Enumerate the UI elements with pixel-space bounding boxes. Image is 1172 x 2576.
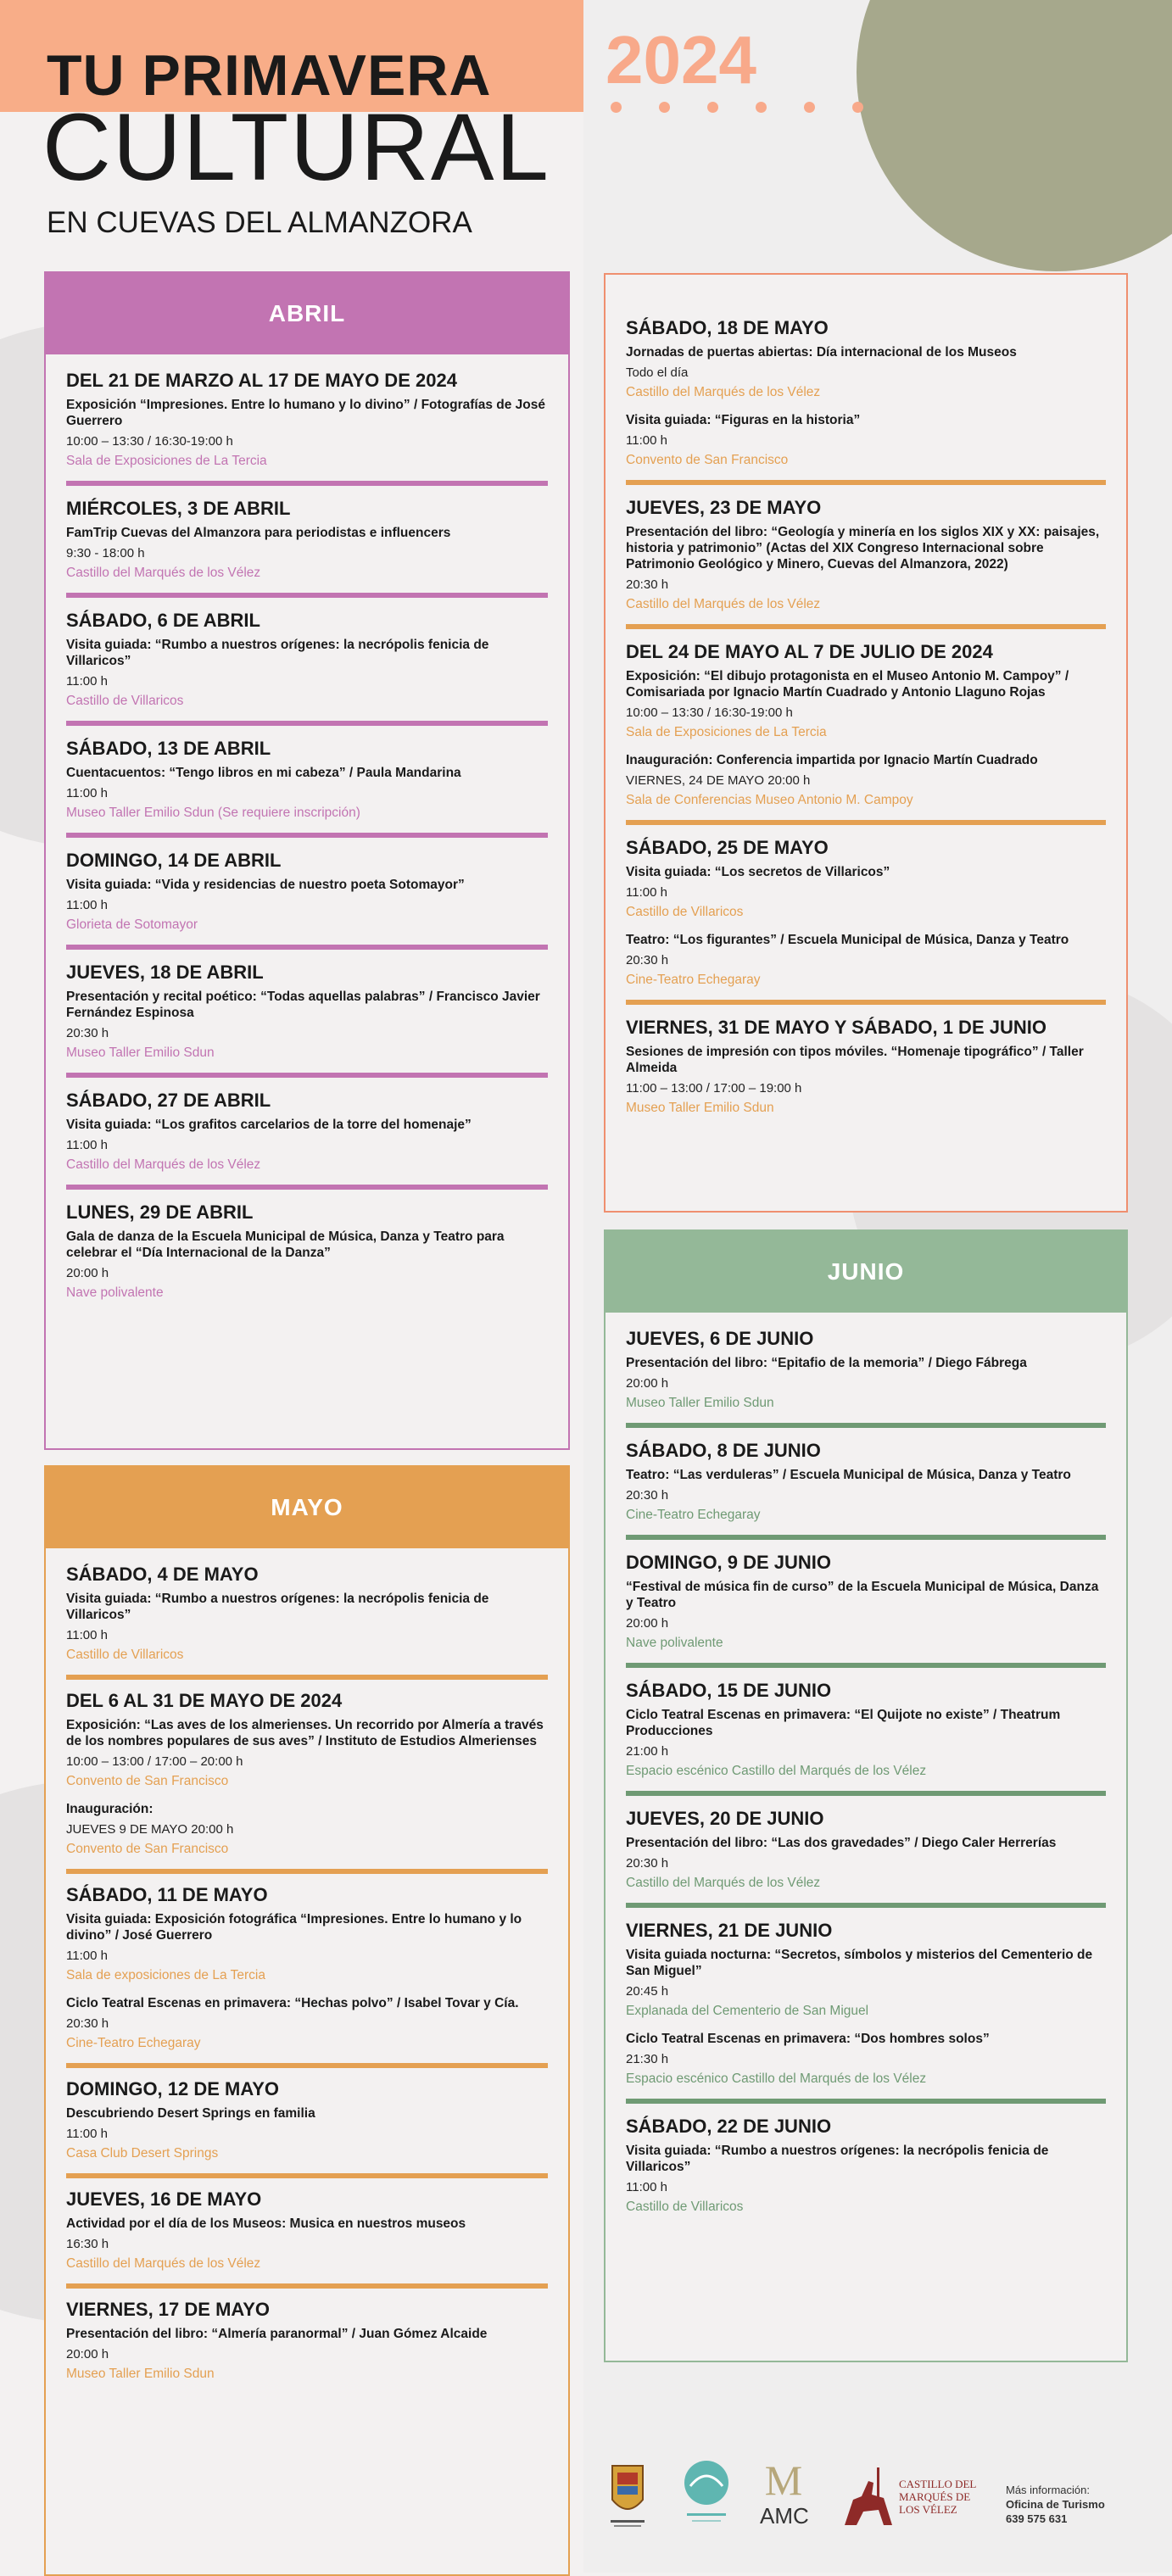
event-date: DOMINGO, 14 DE ABRIL: [66, 850, 282, 871]
event-time: 11:00 h: [66, 1949, 108, 1963]
event-time: 11:00 – 13:00 / 17:00 – 19:00 h: [626, 1081, 802, 1096]
event-date: LUNES, 29 DE ABRIL: [66, 1202, 254, 1223]
event-time: 11:00 h: [66, 786, 108, 800]
event-time-secondary: JUEVES 9 DE MAYO 20:00 h: [66, 1822, 234, 1837]
event-place: Castillo del Marqués de los Vélez: [626, 597, 821, 611]
event-time-secondary: 20:30 h: [626, 953, 669, 967]
event-title: FamTrip Cuevas del Almanzora para periodistas e influencers: [66, 526, 451, 540]
event-place-secondary: Convento de San Francisco: [626, 453, 789, 467]
info-office: Oficina de Turismo: [1006, 2498, 1105, 2511]
event-item: [46, 2178, 568, 2272]
event-time-secondary: 11:00 h: [626, 433, 667, 448]
event-place: Castillo del Marqués de los Vélez: [626, 385, 821, 399]
event-date: VIERNES, 17 DE MAYO: [66, 2299, 271, 2320]
junio-header: JUNIO: [606, 1231, 1126, 1313]
event-date: DEL 6 AL 31 DE MAYO DE 2024: [66, 1690, 343, 1711]
event-item: [46, 354, 568, 469]
event-item: [606, 2104, 1126, 2215]
ayuntamiento-shield-logo: [607, 2457, 648, 2532]
event-time-secondary: VIERNES, 24 DE MAYO 20:00 h: [626, 773, 811, 788]
event-place: Cine-Teatro Echegaray: [626, 1508, 761, 1522]
mayo-continued-section: [604, 273, 1128, 1213]
event-title: Cuentacuentos: “Tengo libros en mi cabeza” / Paula Mandarina: [66, 766, 461, 780]
event-item: [606, 1313, 1126, 1411]
event-date: SÁBADO, 27 DE ABRIL: [66, 1090, 271, 1111]
event-date: JUEVES, 18 DE ABRIL: [66, 962, 264, 983]
event-time: 11:00 h: [66, 1138, 108, 1152]
event-item: [46, 1874, 568, 2051]
event-title: Jornadas de puertas abiertas: Día internacional de los Museos: [626, 345, 1017, 360]
event-date: DOMINGO, 9 DE JUNIO: [626, 1552, 832, 1573]
event-title: Presentación del libro: “Geología y minería en los siglos XIX y XX: paisajes, historia y patrimonio” (Actas del XIX Congreso Internacional sobre Patrimonio Geológico y Minero, Cuevas del Almanzora, 2022): [626, 525, 1100, 572]
event-title: Presentación del libro: “Almería paranormal” / Juan Gómez Alcaide: [66, 2327, 488, 2341]
event-title: Descubriendo Desert Springs en familia: [66, 2106, 315, 2121]
event-place: Nave polivalente: [626, 1636, 723, 1650]
event-time: 11:00 h: [626, 885, 667, 900]
event-place: Espacio escénico Castillo del Marqués de los Vélez: [626, 1764, 927, 1778]
event-title: Teatro: “Las verduleras” / Escuela Municipal de Música, Danza y Teatro: [626, 1468, 1071, 1482]
event-title: Exposición: “El dibujo protagonista en el Museo Antonio M. Campoy” / Comisariada por Ignacio Martín Cuadrado y Antonio Llaguno Rojas: [626, 669, 1069, 700]
event-place: Castillo de Villaricos: [626, 905, 744, 919]
event-title: Visita guiada: “Los secretos de Villaricos”: [626, 865, 890, 879]
castillo-logo-text: CASTILLO DEL MARQUÉS DE LOS VÉLEZ: [899, 2478, 976, 2516]
event-title: Visita guiada nocturna: “Secretos, símbolos y misterios del Cementerio de San Miguel”: [626, 1948, 1093, 1978]
event-place: Museo Taller Emilio Sdun: [626, 1396, 774, 1410]
event-time: 10:00 – 13:00 / 17:00 – 20:00 h: [66, 1754, 243, 1769]
event-item: [46, 950, 568, 1061]
event-time: 20:30 h: [626, 1856, 669, 1871]
event-date: SÁBADO, 11 DE MAYO: [66, 1884, 268, 1905]
event-item: [46, 2289, 568, 2382]
event-date: SÁBADO, 18 DE MAYO: [626, 317, 829, 338]
event-place: Castillo de Villaricos: [626, 2200, 744, 2214]
event-title: Presentación del libro: “Las dos gravedades” / Diego Caler Herrerías: [626, 1836, 1057, 1850]
mayo-header: MAYO: [46, 1467, 568, 1548]
event-title-secondary: Ciclo Teatral Escenas en primavera: “Dos hombres solos”: [626, 2032, 990, 2046]
event-place-secondary: Espacio escénico Castillo del Marqués de los Vélez: [626, 2071, 927, 2086]
event-date: JUEVES, 23 DE MAYO: [626, 497, 822, 518]
event-date: DEL 24 DE MAYO AL 7 DE JULIO DE 2024: [626, 641, 993, 662]
mayo-continued-event-list: [606, 302, 1126, 1116]
event-item: [46, 1680, 568, 1857]
more-info: [1006, 2483, 1105, 2526]
event-date: VIERNES, 31 DE MAYO Y SÁBADO, 1 DE JUNIO: [626, 1017, 1046, 1038]
event-title: Actividad por el día de los Museos: Musica en nuestros museos: [66, 2216, 466, 2231]
event-date: MIÉRCOLES, 3 DE ABRIL: [66, 498, 291, 519]
event-time: 20:30 h: [66, 1026, 109, 1040]
event-time: 20:00 h: [626, 1376, 669, 1391]
event-time: 20:30 h: [626, 577, 669, 592]
event-title: Exposición “Impresiones. Entre lo humano y lo divino” / Fotografías de José Guerrero: [66, 398, 545, 428]
amc-logo-text: AMC: [760, 2503, 809, 2529]
event-time: 20:00 h: [66, 2347, 109, 2361]
event-place: Nave polivalente: [66, 1285, 164, 1300]
event-place-secondary: Cine-Teatro Echegaray: [626, 973, 761, 987]
event-time: Todo el día: [626, 365, 689, 380]
title-line-2: CULTURAL: [42, 94, 550, 200]
event-place: Castillo del Marqués de los Vélez: [66, 2256, 261, 2271]
event-place: Glorieta de Sotomayor: [66, 917, 198, 932]
event-item: [606, 1540, 1126, 1651]
event-place: Casa Club Desert Springs: [66, 2146, 219, 2161]
cuevas-del-almanzora-badge-logo: [678, 2457, 734, 2532]
event-time: 11:00 h: [66, 2127, 108, 2141]
event-item: [606, 629, 1126, 808]
junio-section: [604, 1229, 1128, 2362]
event-title: Exposición: “Las aves de los almerienses. Un recorrido por Almería a través de los nombres populares de sus aves” / Instituto de Estudios Almerienses: [66, 1718, 544, 1748]
event-place: Castillo del Marqués de los Vélez: [626, 1876, 821, 1890]
event-date: JUEVES, 16 DE MAYO: [66, 2188, 262, 2210]
event-title-secondary: Ciclo Teatral Escenas en primavera: “Hechas polvo” / Isabel Tovar y Cía.: [66, 1996, 519, 2010]
castillo-marques-logo: [840, 2457, 975, 2532]
event-time: 11:00 h: [626, 2180, 667, 2194]
event-date: SÁBADO, 8 DE JUNIO: [626, 1440, 821, 1461]
abril-section: [44, 271, 570, 1450]
event-place: Museo Taller Emilio Sdun (Se requiere inscripción): [66, 806, 360, 820]
event-item: [46, 1548, 568, 1663]
event-title: Ciclo Teatral Escenas en primavera: “El Quijote no existe” / Theatrum Producciones: [626, 1708, 1061, 1738]
event-time: 20:00 h: [66, 1266, 109, 1280]
event-title-secondary: Inauguración: Conferencia impartida por Ignacio Martín Cuadrado: [626, 753, 1038, 767]
event-item: [606, 1428, 1126, 1523]
event-item: [46, 486, 568, 581]
event-title: Visita guiada: “Vida y residencias de nuestro poeta Sotomayor”: [66, 878, 465, 892]
info-label: Más información:: [1006, 2484, 1090, 2496]
event-date: SÁBADO, 25 DE MAYO: [626, 837, 829, 858]
event-time: 11:00 h: [66, 674, 108, 689]
title-line-1: TU PRIMAVERA: [47, 43, 492, 108]
event-date: SÁBADO, 15 DE JUNIO: [626, 1680, 832, 1701]
event-time: 10:00 – 13:30 / 16:30-19:00 h: [66, 434, 233, 449]
junio-event-list: [606, 1313, 1126, 2215]
amc-logo: [760, 2457, 807, 2532]
event-date: DOMINGO, 12 DE MAYO: [66, 2078, 280, 2099]
event-place: Castillo de Villaricos: [66, 694, 184, 708]
event-item: [46, 598, 568, 709]
event-title: Visita guiada: “Los grafitos carcelarios de la torre del homenaje”: [66, 1118, 472, 1132]
svg-text:M: M: [764, 2457, 803, 2504]
dots-decoration: [611, 102, 865, 114]
event-title: Gala de danza de la Escuela Municipal de Música, Danza y Teatro para celebrar el “Día Internacional de la Danza”: [66, 1229, 505, 1260]
event-place: Museo Taller Emilio Sdun: [66, 2367, 215, 2381]
event-time: 9:30 - 18:00 h: [66, 546, 145, 560]
event-item: [606, 485, 1126, 612]
event-place-secondary: Cine-Teatro Echegaray: [66, 2036, 201, 2050]
abril-event-list: [46, 354, 568, 1301]
event-place: Castillo del Marqués de los Vélez: [66, 566, 261, 580]
event-place: Castillo de Villaricos: [66, 1648, 184, 1662]
event-place: Museo Taller Emilio Sdun: [626, 1101, 774, 1115]
event-title: Visita guiada: “Rumbo a nuestros orígenes: la necrópolis fenicia de Villaricos”: [66, 1592, 489, 1622]
event-title: “Festival de música fin de curso” de la Escuela Municipal de Música, Danza y Teatro: [626, 1580, 1099, 1610]
event-item: [46, 1190, 568, 1301]
event-item: [606, 1908, 1126, 2087]
event-title: Visita guiada: “Rumbo a nuestros orígenes: la necrópolis fenicia de Villaricos”: [626, 2144, 1049, 2174]
event-date: JUEVES, 6 DE JUNIO: [626, 1328, 814, 1349]
event-title-secondary: Visita guiada: “Figuras en la historia”: [626, 413, 861, 427]
event-place-secondary: Convento de San Francisco: [66, 1842, 229, 1856]
event-place: Castillo del Marqués de los Vélez: [66, 1157, 261, 1172]
event-date: SÁBADO, 4 DE MAYO: [66, 1564, 259, 1585]
event-item: [606, 825, 1126, 988]
event-date: VIERNES, 21 DE JUNIO: [626, 1920, 833, 1941]
event-title-secondary: Teatro: “Los figurantes” / Escuela Municipal de Música, Danza y Teatro: [626, 933, 1069, 947]
event-date: JUEVES, 20 DE JUNIO: [626, 1808, 824, 1829]
event-place: Sala de exposiciones de La Tercia: [66, 1968, 265, 1982]
event-item: [46, 726, 568, 821]
event-place: Explanada del Cementerio de San Miguel: [626, 2004, 869, 2018]
event-time-secondary: 20:30 h: [66, 2016, 109, 2031]
event-time: 11:00 h: [66, 1628, 108, 1642]
event-date: SÁBADO, 6 DE ABRIL: [66, 610, 260, 631]
event-title: Visita guiada: Exposición fotográfica “Impresiones. Entre lo humano y lo divino” / José Guerrero: [66, 1912, 522, 1943]
event-date: DEL 21 DE MARZO AL 17 DE MAYO DE 2024: [66, 370, 457, 391]
event-date: SÁBADO, 22 DE JUNIO: [626, 2116, 832, 2137]
event-item: [46, 1078, 568, 1173]
event-item: [606, 302, 1126, 468]
event-item: [46, 838, 568, 933]
event-time: 20:00 h: [626, 1616, 669, 1631]
event-date: SÁBADO, 13 DE ABRIL: [66, 738, 271, 759]
abril-header: ABRIL: [46, 273, 568, 354]
event-place: Museo Taller Emilio Sdun: [66, 1045, 215, 1060]
year: 2024: [606, 22, 756, 98]
mayo-section: [44, 1465, 570, 2576]
mayo-event-list: [46, 1548, 568, 2382]
event-time: 10:00 – 13:30 / 16:30-19:00 h: [626, 705, 793, 720]
event-time: 21:00 h: [626, 1744, 669, 1759]
event-place: Sala de Exposiciones de La Tercia: [626, 725, 827, 739]
event-time: 11:00 h: [66, 898, 108, 912]
event-title: Visita guiada: “Rumbo a nuestros orígenes: la necrópolis fenicia de Villaricos”: [66, 638, 489, 668]
event-title-secondary: Inauguración:: [66, 1802, 153, 1816]
event-title: Presentación y recital poético: “Todas aquellas palabras” / Francisco Javier Fernández Espinosa: [66, 990, 540, 1020]
event-title: Presentación del libro: “Epitafio de la memoria” / Diego Fábrega: [626, 1356, 1027, 1370]
event-item: [606, 1005, 1126, 1116]
event-place: Sala de Exposiciones de La Tercia: [66, 454, 267, 468]
title-line-3: EN CUEVAS DEL ALMANZORA: [47, 206, 472, 239]
event-title: Sesiones de impresión con tipos móviles. “Homenaje tipográfico” / Taller Almeida: [626, 1045, 1084, 1075]
event-item: [606, 1796, 1126, 1891]
event-time-secondary: 21:30 h: [626, 2052, 669, 2066]
event-item: [46, 2068, 568, 2161]
event-place: Convento de San Francisco: [66, 1774, 229, 1788]
event-time: 20:45 h: [626, 1984, 669, 1999]
event-item: [606, 1668, 1126, 1779]
info-phone: 639 575 631: [1006, 2512, 1068, 2525]
event-time: 16:30 h: [66, 2237, 109, 2251]
event-time: 20:30 h: [626, 1488, 669, 1503]
event-place-secondary: Sala de Conferencias Museo Antonio M. Campoy: [626, 793, 913, 807]
